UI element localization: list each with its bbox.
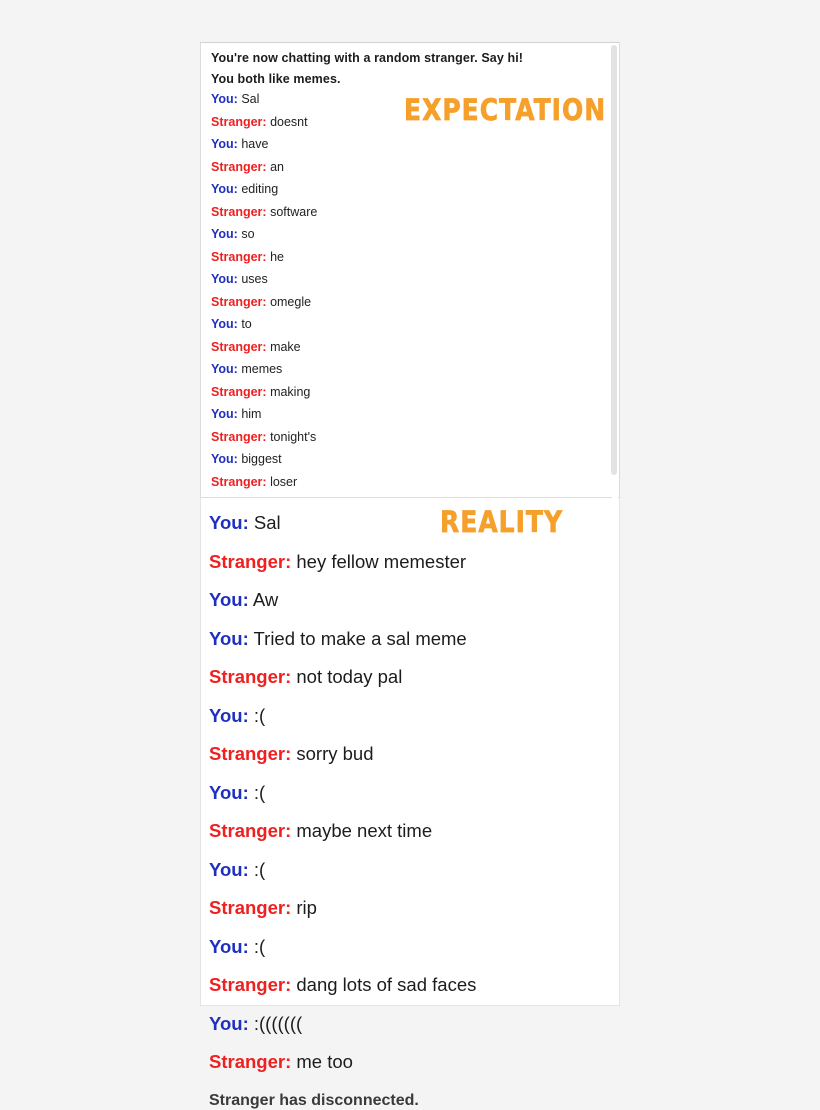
caption-expectation: EXPECTATION (404, 93, 607, 128)
message-text: editing (241, 182, 279, 196)
message-text: :((((((( (253, 1012, 303, 1034)
message-speaker: Stranger: (209, 897, 292, 918)
message-speaker: You: (209, 512, 249, 533)
message-text: doesnt (270, 114, 308, 129)
message-speaker: You: (211, 227, 238, 241)
message-text: make (270, 339, 301, 354)
message-text: making (270, 384, 311, 399)
message-text: to (241, 317, 252, 331)
chat-message (211, 386, 605, 399)
message-text: rip (296, 897, 317, 918)
chat-message (209, 858, 609, 880)
message-text: sorry bud (296, 743, 374, 764)
system-message-interests: You both like memes. (211, 71, 341, 86)
chat-message (211, 273, 605, 286)
chat-message (209, 704, 609, 726)
chat-message (209, 1053, 609, 1072)
chat-message (209, 591, 609, 610)
message-text: me too (296, 1051, 353, 1072)
reality-chat-panel (200, 498, 620, 1109)
message-speaker: Stranger: (209, 666, 292, 687)
chat-message (209, 781, 609, 803)
message-text: tonight's (270, 429, 317, 444)
chat-message (209, 745, 609, 764)
chat-message (211, 476, 605, 489)
message-text: him (241, 407, 262, 421)
message-text: an (270, 159, 284, 174)
message-speaker: You: (211, 407, 238, 421)
scrollbar-track[interactable] (612, 44, 618, 498)
chat-message (209, 899, 609, 918)
message-text: Sal (253, 512, 281, 533)
message-speaker: Stranger: (211, 294, 267, 309)
chat-message (209, 822, 609, 841)
message-speaker: Stranger: (211, 159, 267, 174)
message-text: biggest (241, 452, 282, 466)
chat-message (211, 228, 605, 241)
chat-message (211, 431, 605, 444)
chat-message (211, 206, 605, 219)
message-text: not today pal (296, 666, 403, 687)
chat-message (211, 408, 605, 421)
chat-message (211, 363, 605, 376)
message-speaker: You: (211, 182, 238, 196)
message-speaker: Stranger: (209, 550, 292, 572)
message-text: software (270, 204, 318, 219)
message-speaker: Stranger: (209, 743, 292, 764)
message-speaker: Stranger: (211, 429, 267, 444)
system-message-intro: You're now chatting with a random stranger. Say hi! (211, 51, 524, 65)
message-speaker: Stranger: (209, 820, 292, 841)
message-speaker: You: (211, 137, 238, 151)
message-speaker: You: (209, 781, 249, 803)
message-speaker: You: (209, 858, 249, 880)
message-speaker: You: (211, 362, 238, 376)
message-text: uses (241, 272, 268, 286)
chat-message (211, 296, 605, 309)
message-text: Sal (241, 92, 260, 106)
message-text: have (241, 137, 269, 151)
message-text: :( (253, 704, 266, 726)
chat-message (211, 138, 605, 151)
message-speaker: Stranger: (211, 474, 267, 489)
message-speaker: You: (209, 704, 249, 726)
chat-message (209, 976, 609, 995)
message-text: :( (253, 935, 266, 957)
chat-message (209, 627, 609, 649)
chat-message (211, 161, 605, 174)
message-speaker: You: (209, 935, 249, 957)
message-speaker: Stranger: (211, 249, 267, 264)
message-speaker: You: (209, 589, 249, 610)
status-disconnected: Stranger has disconnected. (209, 1091, 419, 1109)
message-text: memes (241, 362, 283, 376)
message-speaker: You: (211, 452, 238, 466)
message-text: omegle (270, 294, 312, 309)
chat-message (211, 318, 605, 331)
message-speaker: Stranger: (211, 339, 267, 354)
message-speaker: Stranger: (209, 974, 292, 995)
chat-message (209, 1012, 609, 1034)
chat-message (209, 550, 609, 572)
message-speaker: You: (211, 272, 238, 286)
chat-message (209, 935, 609, 957)
message-speaker: Stranger: (209, 1051, 292, 1072)
message-speaker: You: (211, 92, 238, 106)
message-text: he (270, 249, 284, 264)
chat-message (211, 251, 605, 264)
message-speaker: Stranger: (211, 204, 267, 219)
message-text: so (241, 227, 255, 241)
chat-message (211, 183, 605, 196)
chat-message (211, 341, 605, 354)
message-text: Tried to make a sal meme (253, 627, 467, 649)
message-text: hey fellow memester (296, 550, 467, 572)
scrollbar-thumb[interactable] (611, 45, 617, 475)
message-text: loser (270, 474, 298, 489)
message-speaker: You: (209, 1012, 249, 1034)
message-speaker: Stranger: (211, 384, 267, 399)
message-speaker: You: (209, 627, 249, 649)
chat-message (211, 453, 605, 466)
message-text: :( (253, 858, 266, 880)
message-text: :( (253, 781, 266, 803)
chat-message (209, 668, 609, 687)
message-speaker: You: (211, 317, 238, 331)
message-text: maybe next time (296, 820, 433, 841)
message-speaker: Stranger: (211, 114, 267, 129)
message-text: Aw (252, 589, 279, 610)
caption-reality: REALITY (440, 505, 564, 540)
message-text: dang lots of sad faces (296, 974, 477, 995)
